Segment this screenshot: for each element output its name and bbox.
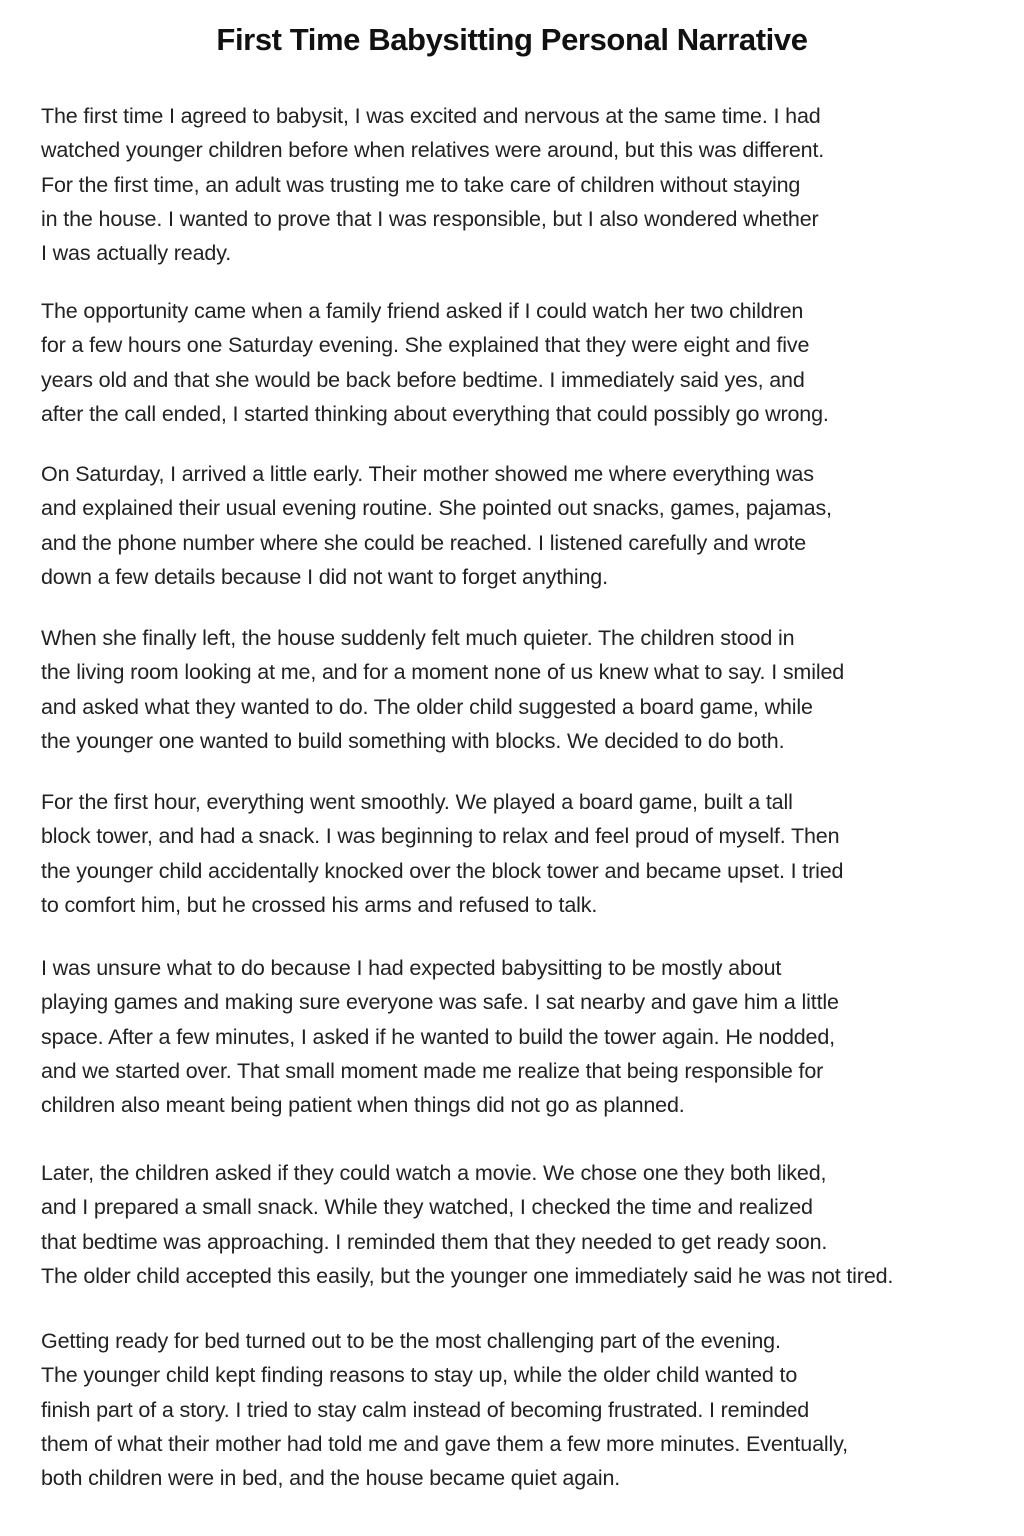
paragraph-5	[41, 785, 843, 922]
text-line: down a few details because I did not want to forget anything.	[41, 564, 608, 589]
text-line: For the first hour, everything went smoothly. We played a board game, built a tall	[41, 790, 793, 814]
text-line: for a few hours one Saturday evening. She explained that they were eight and five	[41, 333, 810, 358]
text-line: them of what their mother had told me and gave them a few more minutes. Eventually,	[41, 1431, 848, 1456]
paragraph-2	[41, 294, 829, 431]
document-title: First Time Babysitting Personal Narrative	[216, 22, 808, 57]
text-line: that bedtime was approaching. I reminded them that they needed to get ready soon.	[41, 1229, 828, 1254]
text-line: block tower, and had a snack. I was beginning to relax and feel proud of myself. Then	[41, 824, 840, 849]
paragraph-4	[41, 621, 844, 758]
text-line: The younger child kept finding reasons to stay up, while the older child wanted to	[41, 1363, 798, 1388]
text-line: and asked what they wanted to do. The older child suggested a board game, while	[41, 694, 813, 719]
text-line: and I prepared a small snack. While they watched, I checked the time and realized	[41, 1195, 813, 1220]
text-line: The opportunity came when a family friend asked if I could watch her two children	[41, 299, 804, 323]
text-line: and explained their usual evening routine. She pointed out snacks, games, pajamas,	[41, 496, 832, 521]
text-line: in the house. I wanted to prove that I was responsible, but I also wondered whether	[41, 206, 819, 231]
text-line: I was unsure what to do because I had expected babysitting to be mostly about	[41, 956, 782, 980]
paragraph-6	[41, 951, 839, 1122]
text-line: Later, the children asked if they could watch a movie. We chose one they both liked,	[41, 1161, 827, 1185]
paragraph-1	[41, 99, 824, 270]
text-line: For the first time, an adult was trusting me to take care of children without staying	[41, 172, 801, 197]
text-line: watched younger children before when relatives were around, but this was different.	[41, 138, 825, 163]
text-line: and the phone number where she could be reached. I listened carefully and wrote	[41, 530, 807, 555]
text-line: The first time I agreed to babysit, I was excited and nervous at the same time. I had	[41, 104, 821, 128]
text-line: both children were in bed, and the house became quiet again.	[41, 1466, 621, 1491]
text-line: The older child accepted this easily, but the younger one immediately said he was not tired.	[41, 1263, 894, 1288]
text-line: children also meant being patient when things did not go as planned.	[41, 1093, 685, 1118]
paragraph-3	[41, 457, 832, 594]
text-line: the younger child accidentally knocked over the block tower and became upset. I tried	[41, 858, 844, 883]
text-line: finish part of a story. I tried to stay calm instead of becoming frustrated. I reminded	[41, 1397, 810, 1422]
text-line: the younger one wanted to build something with blocks. We decided to do both.	[41, 728, 785, 753]
text-line: playing games and making sure everyone was safe. I sat nearby and gave him a little	[41, 990, 839, 1015]
paragraph-7	[41, 1156, 893, 1293]
text-line: I was actually ready.	[41, 241, 232, 266]
text-line: and we started over. That small moment made me realize that being responsible for	[41, 1058, 824, 1083]
text-line: On Saturday, I arrived a little early. Their mother showed me where everything was	[41, 462, 814, 486]
text-line: after the call ended, I started thinking about everything that could possibly go wrong.	[41, 401, 829, 426]
text-line: space. After a few minutes, I asked if he wanted to build the tower again. He nodded,	[41, 1024, 835, 1049]
text-line: years old and that she would be back before bedtime. I immediately said yes, and	[41, 367, 805, 392]
paragraph-8	[41, 1324, 848, 1495]
text-line: When she finally left, the house suddenly felt much quieter. The children stood in	[41, 626, 795, 650]
text-line: Getting ready for bed turned out to be the most challenging part of the evening.	[41, 1329, 781, 1353]
text-line: to comfort him, but he crossed his arms and refused to talk.	[41, 892, 598, 917]
text-line: the living room looking at me, and for a moment none of us knew what to say. I smiled	[41, 660, 845, 685]
